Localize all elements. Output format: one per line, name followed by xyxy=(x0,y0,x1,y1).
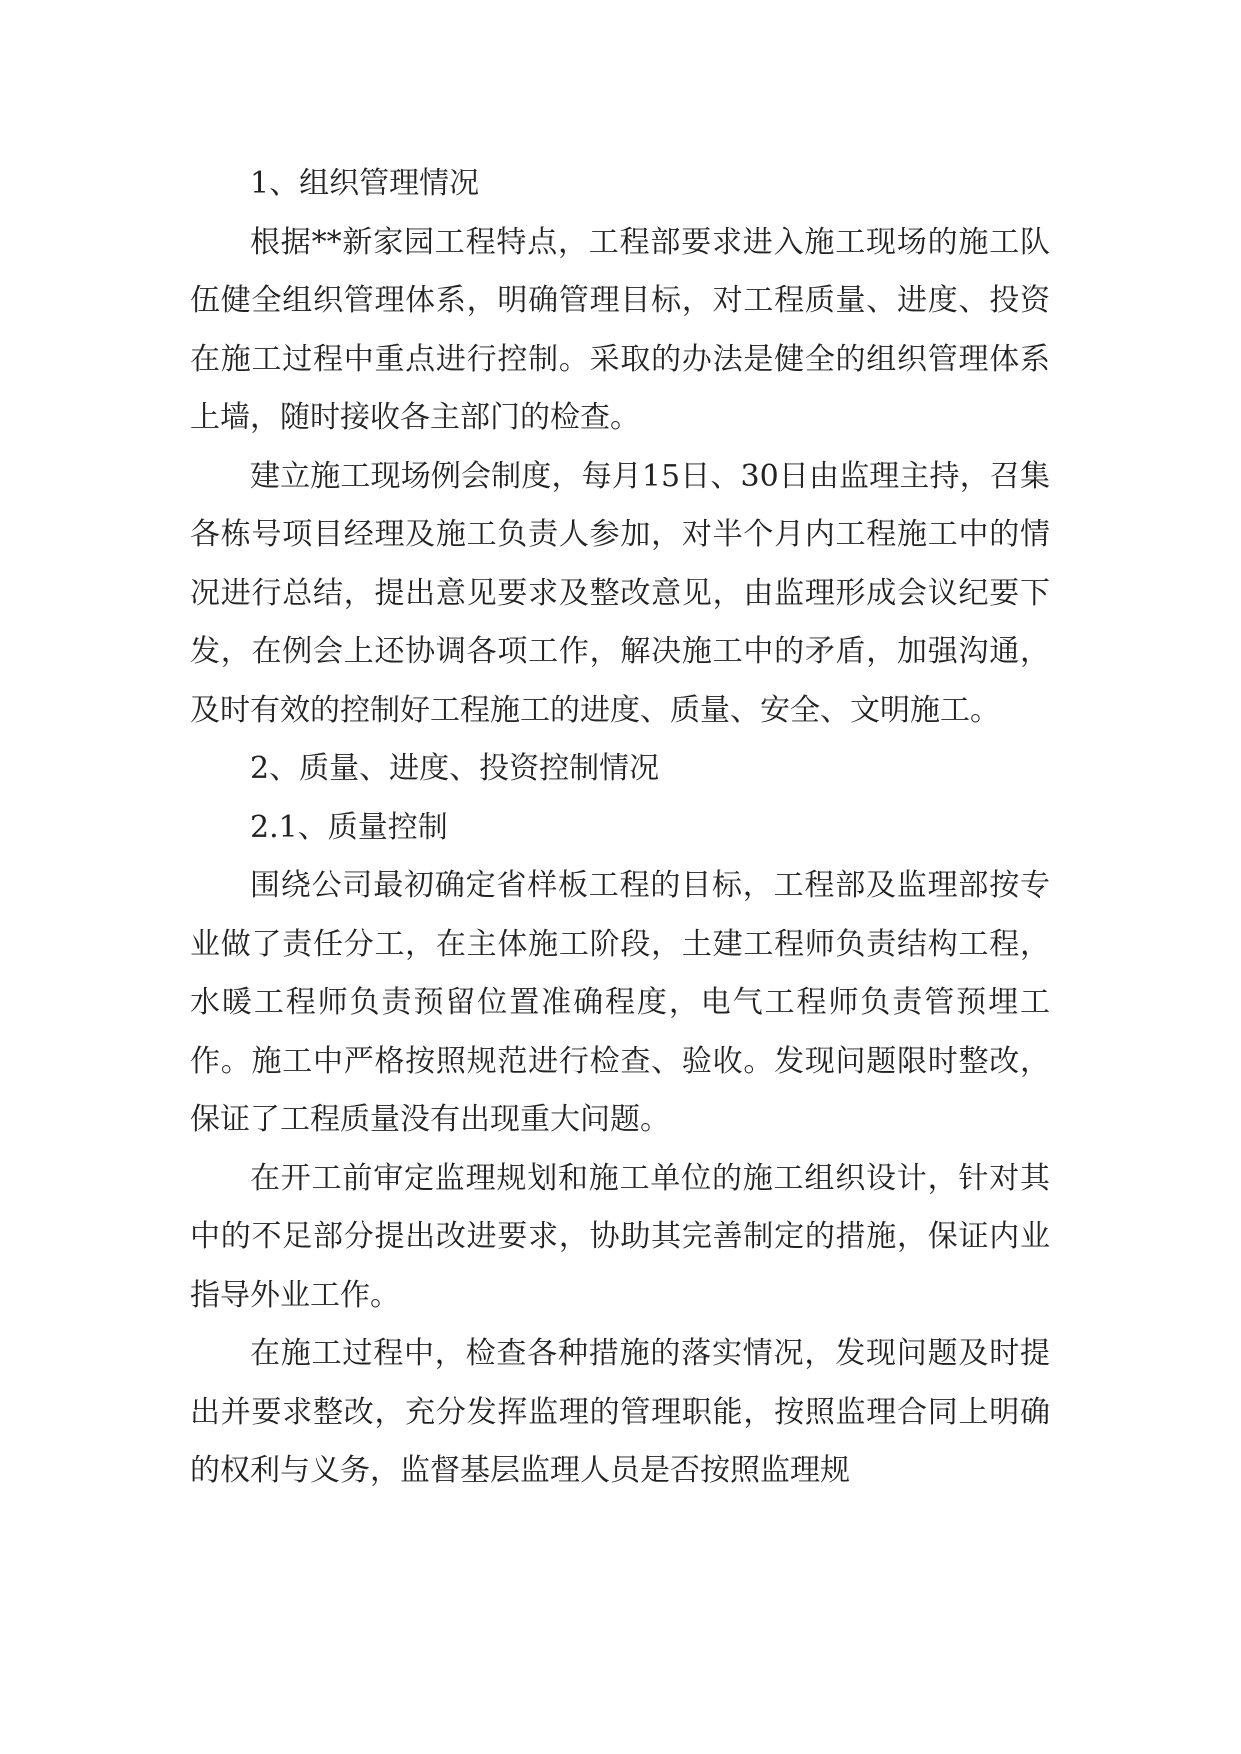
heading-organization-management: 1、组织管理情况 xyxy=(250,166,480,201)
paragraph-responsibility-division: 围绕公司最初确定省样板工程的目标，工程部及监理部按专业做了责任分工，在主体施工阶段，土建工程师负责结构工程，水暖工程师负责预留位置准确程度，电气工程师负责管预埋工作。施工中严格按照规范进行检查、验收。发现问题限时整改，保证了工程质量没有出现重大问题。 xyxy=(190,868,1050,1137)
heading-quality-progress-investment: 2、质量、进度、投资控制情况 xyxy=(250,751,660,786)
document-body xyxy=(190,155,1050,1501)
paragraph-organization-system: 根据**新家园工程特点，工程部要求进入施工现场的施工队伍健全组织管理体系，明确管理目标，对工程质量、进度、投资在施工过程中重点进行控制。采取的办法是健全的组织管理体系上墙，随时接收各主部门的检查。 xyxy=(190,224,1050,435)
paragraph-site-meeting: 建立施工现场例会制度，每月15日、30日由监理主持，召集各栋号项目经理及施工负责人参加，对半个月内工程施工中的情况进行总结，提出意见要求及整改意见，由监理形成会议纪要下发，在例会上还协调各项工作，解决施工中的矛盾，加强沟通，及时有效的控制好工程施工的进度、质量、安全、文明施工。 xyxy=(190,458,1050,728)
paragraph-construction-inspection: 在施工过程中，检查各种措施的落实情况，发现问题及时提出并要求整改，充分发挥监理的管理职能，按照监理合同上明确的权利与义务，监督基层监理人员是否按照监理规 xyxy=(190,1336,1050,1488)
heading-quality-control: 2.1、质量控制 xyxy=(250,809,448,845)
paragraph-pre-construction-review: 在开工前审定监理规划和施工单位的施工组织设计，针对其中的不足部分提出改进要求，协助其完善制定的措施，保证内业指导外业工作。 xyxy=(190,1160,1050,1313)
